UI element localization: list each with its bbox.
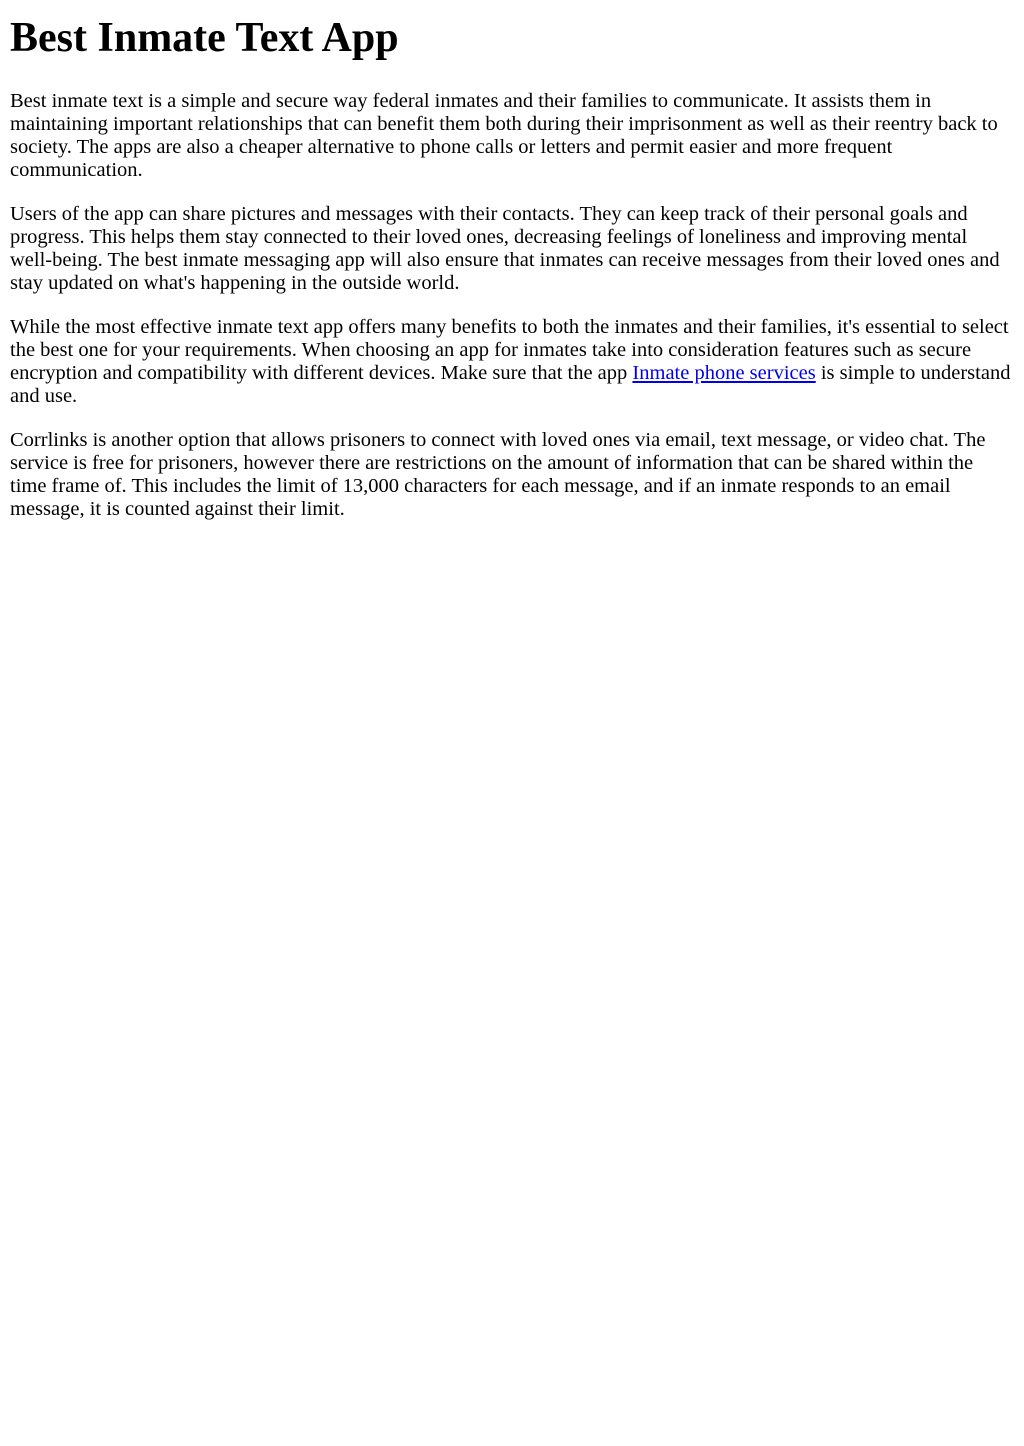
paragraph-corrlinks: Corrlinks is another option that allows prisoners to connect with loved ones via email, text message, or video chat. The service is free for prisoners, however there are restrictions on the amount of information that can be shared within the time frame of. This includes the limit of 13,000 characters for each message, and if an inmate responds to an email message, it is counted against their limit.	[10, 429, 986, 521]
paragraph-features: Users of the app can share pictures and messages with their contacts. They can keep track of their personal goals and progress. This helps them stay connected to their loved ones, decreasing feelings of loneliness and improving mental well-being. The best inmate messaging app will also ensure that inmates can receive messages from their loved ones and stay updated on what's happening in the outside world.	[10, 203, 1000, 295]
paragraph-intro: Best inmate text is a simple and secure way federal inmates and their families to communicate. It assists them in maintaining important relationships that can benefit them both during their imprisonment as well as their reentry back to society. The apps are also a cheaper alternative to phone calls or letters and permit easier and more frequent communication.	[10, 90, 998, 182]
paragraph-choosing	[10, 316, 1014, 408]
inmate-phone-services-link[interactable]: Inmate phone services	[632, 362, 816, 385]
page-title: Best Inmate Text App	[10, 15, 399, 61]
paragraph-choosing-after-link: is simple to understand and use.	[10, 362, 1011, 408]
paragraph-choosing-before-link: While the most effective inmate text app offers many benefits to both the inmates and their families, it's essential to select the best one for your requirements. When choosing an app for inmates take into consideration features such as secure encryption and compatibility with different devices. Make sure that the app	[10, 316, 1009, 385]
